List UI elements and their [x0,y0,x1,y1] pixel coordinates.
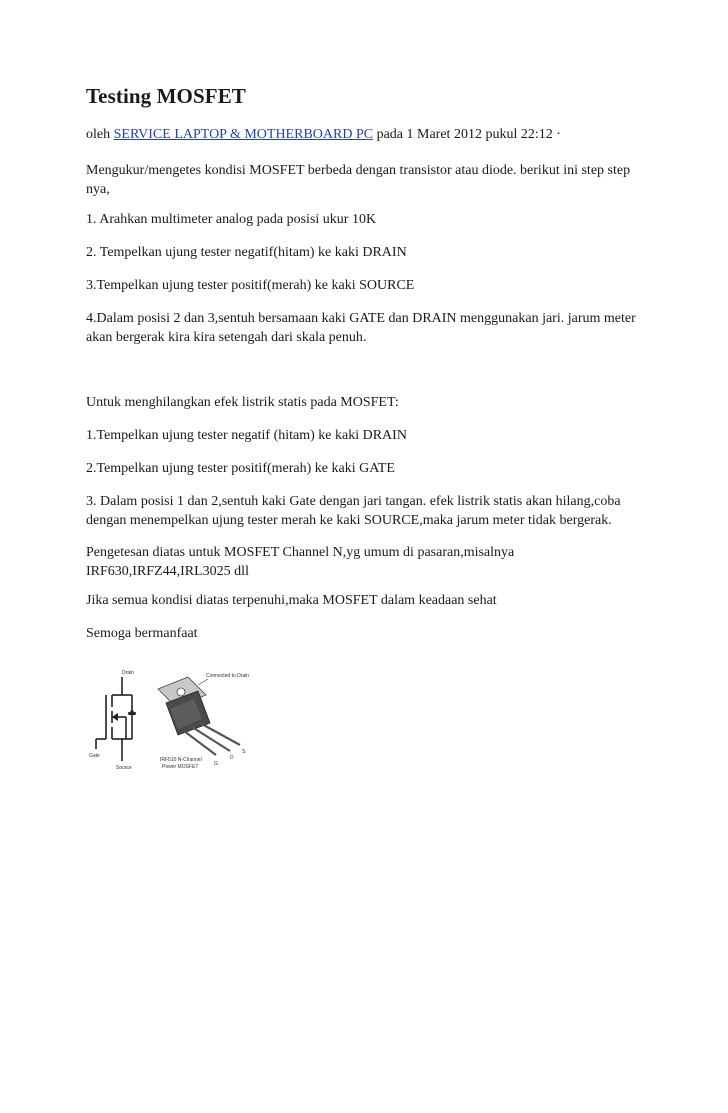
connected-label: Connected to Drain [206,673,250,679]
byline-prefix: oleh [86,127,114,142]
closing: Semoga bermanfaat [86,626,198,641]
static-step-2: 2.Tempelkan ujung tester positif(merah) ke kaki GATE [86,461,395,476]
step-1: 1. Arahkan multimeter analog pada posisi ukur 10K [86,212,377,227]
author-link[interactable]: SERVICE LAPTOP & MOTHERBOARD PC [113,127,374,142]
static-heading: Untuk menghilangkan efek listrik statis pada MOSFET: [86,395,399,410]
byline-date: pada 1 Maret 2012 pukul 22:12 · [373,127,561,142]
mosfet-figure [88,665,260,777]
step-4: 4.Dalam posisi 2 dan 3,sentuh bersamaan kaki GATE dan DRAIN menggunakan jari. jarum meter akan bergerak kira kira setengah dari skala penuh. [86,311,636,345]
static-step-3: 3. Dalam posisi 1 dan 2,sentuh kaki Gate dengan jari tangan. efek listrik statis akan hilang,coba dengan menempelkan ujung tester merah ke kaki SOURCE,maka jarum meter tidak bergerak. [86,494,621,528]
pin-d-label: D [230,755,234,761]
channel-note: Pengetesan diatas untuk MOSFET Channel N,yg umum di pasaran,misalnya IRF630,IRFZ44,IRL3025 dll [86,545,515,579]
pin-g-label: G [214,761,218,767]
static-step-1: 1.Tempelkan ujung tester negatif (hitam) ke kaki DRAIN [86,428,407,443]
gate-label: Gate [89,753,100,759]
drain-label: Drain [122,670,134,676]
mosfet-illustration [88,665,260,777]
step-2: 2. Tempelkan ujung tester negatif(hitam) ke kaki DRAIN [86,245,407,260]
byline [86,127,561,143]
conclusion: Jika semua kondisi diatas terpenuhi,maka MOSFET dalam keadaan sehat [86,593,497,608]
intro-paragraph: Mengukur/mengetes kondisi MOSFET berbeda dengan transistor atau diode. berikut ini step step nya, [86,163,631,197]
step-3: 3.Tempelkan ujung tester positif(merah) ke kaki SOURCE [86,278,415,293]
caption-line-1: IRF510 N-Channel [160,757,202,763]
to220-package [158,677,240,755]
source-label: Source [116,765,132,771]
pin-s-label: S [242,749,246,755]
document-title: Testing MOSFET [86,84,246,108]
caption-line-2: Power MOSFET [162,764,199,770]
